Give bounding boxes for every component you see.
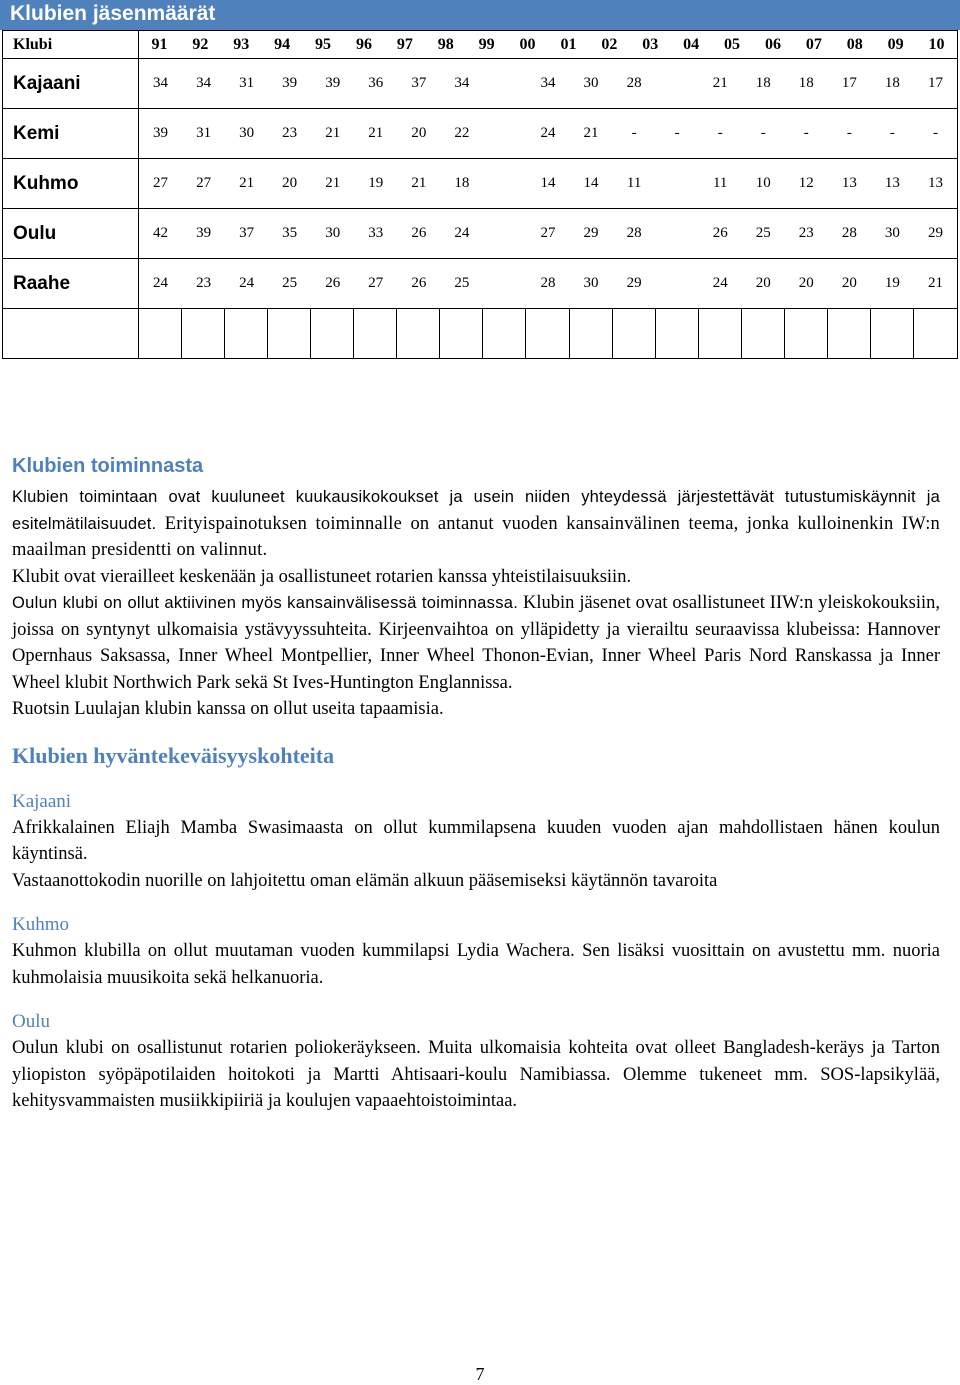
member-count-cell: 37: [411, 75, 427, 91]
member-count-cell: 18: [798, 75, 814, 91]
club-name: Kuhmo: [3, 159, 139, 209]
member-count-cell: 39: [153, 125, 169, 141]
year-header: 95: [315, 35, 332, 53]
section-heading-activities: Klubien toiminnasta: [12, 455, 204, 477]
member-count-cell: 13: [884, 175, 900, 191]
member-count-cell: 23: [196, 275, 212, 291]
member-count-cell: 39: [325, 75, 341, 91]
member-count-cell: 12: [798, 175, 814, 191]
member-count-cell: 11: [712, 175, 728, 191]
member-count-cell: 25: [755, 225, 771, 241]
member-count-cell: 26: [411, 225, 427, 241]
member-count-cell: 34: [454, 75, 470, 91]
member-count-cell: [483, 75, 526, 92]
member-count-cell: 31: [239, 75, 255, 91]
member-count-cell: -: [717, 125, 723, 141]
year-header: 10: [928, 35, 945, 53]
member-count-cell: 39: [282, 75, 298, 91]
member-count-cell: 17: [841, 75, 857, 91]
activities-paragraph-2: Klubit ovat vierailleet keskenään ja osallistuneet rotarien kanssa yhteistilaisuuksiin.: [12, 566, 632, 587]
member-count-cell: 19: [884, 275, 900, 291]
empty-row: [3, 309, 958, 359]
subheading-kajaani: Kajaani: [12, 790, 72, 812]
member-count-cell: 13: [841, 175, 857, 191]
table-header-row: [3, 31, 958, 59]
year-header: 94: [274, 35, 291, 53]
member-count-cell: 11: [626, 175, 642, 191]
member-count-cell: 21: [325, 175, 341, 191]
member-count-cell: 21: [368, 125, 384, 141]
year-header: 98: [437, 35, 454, 53]
member-count-cell: 23: [282, 125, 298, 141]
club-name: Raahe: [3, 259, 139, 309]
member-count-cell: 26: [325, 275, 341, 291]
member-count-cell: 17: [927, 75, 943, 91]
member-count-cell: 24: [540, 125, 556, 141]
kajaani-paragraph-1: Afrikkalainen Eliajh Mamba Swasimaasta on ollut kummilapsena kuuden vuoden ajan mahdollistaen hänen koulun käyntinsä.: [12, 817, 940, 864]
member-count-cell: 18: [884, 75, 900, 91]
member-count-cell: 35: [282, 225, 298, 241]
member-count-cell: 21: [583, 125, 599, 141]
member-count-cell: 25: [282, 275, 298, 291]
member-count-cell: 19: [368, 175, 384, 191]
year-header: 08: [846, 35, 863, 53]
activities-paragraph-3: [12, 590, 940, 696]
subheading-oulu: Oulu: [12, 1011, 50, 1032]
member-count-cell: [483, 125, 526, 142]
member-count-cell: 20: [282, 175, 298, 191]
member-count-cell: 24: [153, 275, 169, 291]
member-count-cell: [483, 175, 526, 192]
member-count-cell: -: [760, 125, 766, 141]
member-count-cell: 36: [368, 75, 384, 91]
member-count-cell: 28: [540, 275, 556, 291]
member-count-cell: 20: [755, 275, 771, 291]
member-count-cell: 33: [368, 225, 384, 241]
member-count-cell: 39: [196, 225, 212, 241]
content: [12, 455, 940, 1115]
member-count-cell: 20: [798, 275, 814, 291]
page-number: 7: [475, 1364, 485, 1384]
year-header: 93: [233, 35, 250, 53]
year-header: 96: [355, 35, 372, 53]
table-row: [3, 59, 958, 109]
year-header: 92: [192, 35, 209, 53]
member-count-cell: 27: [540, 225, 556, 241]
activities-text-1: Klubien toimintaan ovat kuuluneet kuukausikokoukset ja usein niiden yhteydessä järjestettävät tutustumiskäynnit ja esitelmätilaisuudet.: [12, 488, 940, 533]
member-count-cell: 30: [325, 225, 341, 241]
member-count-cell: 21: [927, 275, 943, 291]
member-count-cell: 29: [626, 275, 642, 291]
member-count-cell: 20: [411, 125, 427, 141]
table-row: [3, 259, 958, 309]
year-header: 04: [683, 35, 700, 53]
member-count-cell: 27: [153, 175, 169, 191]
member-count-cell: -: [803, 125, 809, 141]
club-name: Oulu: [3, 209, 139, 259]
member-count-cell: 27: [196, 175, 212, 191]
activities-text-3b: Klubin jäsenet ovat osallistuneet IIW:n yleiskokouksiin, joissa on syntynyt ulkomaisia ystävyyssuhteita. Kirjeenvaihtoa on ylläpidetty ja vierailtu seuraavissa klubeissa: Hannover Opernhaus Saksassa, Inner Wheel Montpellier, Inner Wheel Thonon-Evian, Inner Wheel Paris Nord Ranskassa ja Inner Wheel klubit Northwich Park sekä St Ives-Huntington Englannissa.: [12, 593, 940, 693]
page-title: Klubien jäsenmäärät: [10, 2, 216, 25]
subheading-kuhmo: Kuhmo: [12, 914, 69, 935]
member-count-cell: 28: [626, 75, 642, 91]
member-count-cell: 28: [626, 225, 642, 241]
year-header: 00: [519, 35, 536, 53]
member-count-cell: 29: [927, 225, 943, 241]
member-count-cell: -: [889, 125, 895, 141]
table-row: [3, 209, 958, 259]
member-count-cell: 26: [712, 225, 728, 241]
year-header: 06: [764, 35, 781, 53]
member-count-cell: 29: [583, 225, 599, 241]
member-count-cell: 27: [368, 275, 384, 291]
member-count-cell: 14: [583, 175, 599, 191]
member-count-cell: [656, 175, 699, 192]
year-header: 09: [887, 35, 904, 53]
member-count-cell: 42: [153, 225, 169, 241]
table-row: [3, 159, 958, 209]
member-count-cell: 30: [884, 225, 900, 241]
kuhmo-paragraph-1: Kuhmon klubilla on ollut muutaman vuoden kummilapsi Lydia Wachera. Sen lisäksi vuosittain on avustettu mm. nuoria kuhmolaisia muusikoita sekä helkanuoria.: [12, 941, 940, 988]
member-count-cell: 34: [153, 75, 169, 91]
member-count-cell: 24: [239, 275, 255, 291]
member-count-cell: 21: [239, 175, 255, 191]
member-count-cell: -: [846, 125, 852, 141]
activities-text-1b: Erityispainotuksen toiminnalle on antanut vuoden kansainvälinen teema, jonka kulloinenkin IW:n maailman presidentti on valinnut.: [12, 513, 940, 560]
member-count-cell: 21: [325, 125, 341, 141]
member-count-cell: 18: [454, 175, 470, 191]
member-count-cell: [483, 275, 526, 292]
member-count-cell: 23: [798, 225, 814, 241]
member-count-cell: 18: [755, 75, 771, 91]
member-count-cell: 20: [841, 275, 857, 291]
member-count-cell: -: [932, 125, 938, 141]
membership-table: [2, 30, 958, 359]
year-header: 99: [478, 35, 495, 53]
club-name: Kajaani: [3, 59, 139, 109]
year-header: 91: [151, 35, 168, 53]
member-count-cell: 30: [583, 75, 599, 91]
member-count-cell: 21: [411, 175, 427, 191]
table-row: [3, 109, 958, 159]
year-header: 97: [396, 35, 413, 53]
member-count-cell: 14: [540, 175, 556, 191]
member-count-cell: 34: [540, 75, 556, 91]
year-header: 01: [560, 35, 577, 53]
member-count-cell: 30: [239, 125, 255, 141]
kajaani-paragraph-2: Vastaanottokodin nuorille on lahjoitettu oman elämän alkuun pääsemiseksi käytännön tavaroita: [12, 870, 718, 891]
year-header: 02: [601, 35, 618, 53]
title-bar: [0, 0, 960, 30]
member-count-cell: 30: [583, 275, 599, 291]
member-count-cell: 37: [239, 225, 255, 241]
section-heading-charity: Klubien hyväntekeväisyyskohteita: [12, 742, 335, 768]
club-name: Kemi: [3, 109, 139, 159]
member-count-cell: [656, 275, 699, 292]
member-count-cell: 25: [454, 275, 470, 291]
header-club: Klubi: [3, 31, 139, 59]
member-count-cell: 13: [927, 175, 943, 191]
member-count-cell: 22: [454, 125, 470, 141]
member-count-cell: 28: [841, 225, 857, 241]
activities-paragraph-4: Ruotsin Luulajan klubin kanssa on ollut useita tapaamisia.: [12, 699, 444, 719]
header-years: [139, 31, 958, 59]
member-count-cell: -: [674, 125, 680, 141]
member-count-cell: [483, 225, 526, 242]
activities-paragraph-1: [12, 484, 940, 564]
member-count-cell: 10: [755, 175, 771, 191]
year-header: 07: [805, 35, 822, 53]
member-count-cell: 26: [411, 275, 427, 291]
member-count-cell: 34: [196, 75, 212, 91]
member-count-cell: -: [631, 125, 637, 141]
member-count-cell: 21: [712, 75, 728, 91]
member-count-cell: 24: [454, 225, 470, 241]
activities-text-3: Oulun klubi on ollut aktiivinen myös kansainvälisessä toiminnassa.: [12, 594, 519, 612]
year-header: 05: [724, 35, 741, 53]
oulu-paragraph-1: Oulun klubi on osallistunut rotarien poliokeräykseen. Muita ulkomaisia kohteita ovat olleet Bangladesh-keräys ja Tarton yliopiston syöpäpotilaiden hoitokoti ja Martti Ahtisaari-koulu Namibiassa. Olemme tukeneet mm. SOS-lapsikylää, kehitysvammaisten musiikkipiiriä ja koulujen vapaaehtoistoimintaa.: [12, 1038, 940, 1111]
year-header: 03: [642, 35, 659, 53]
member-count-cell: [656, 75, 699, 92]
member-count-cell: 31: [196, 125, 212, 141]
member-count-cell: 24: [712, 275, 728, 291]
member-count-cell: [656, 225, 699, 242]
